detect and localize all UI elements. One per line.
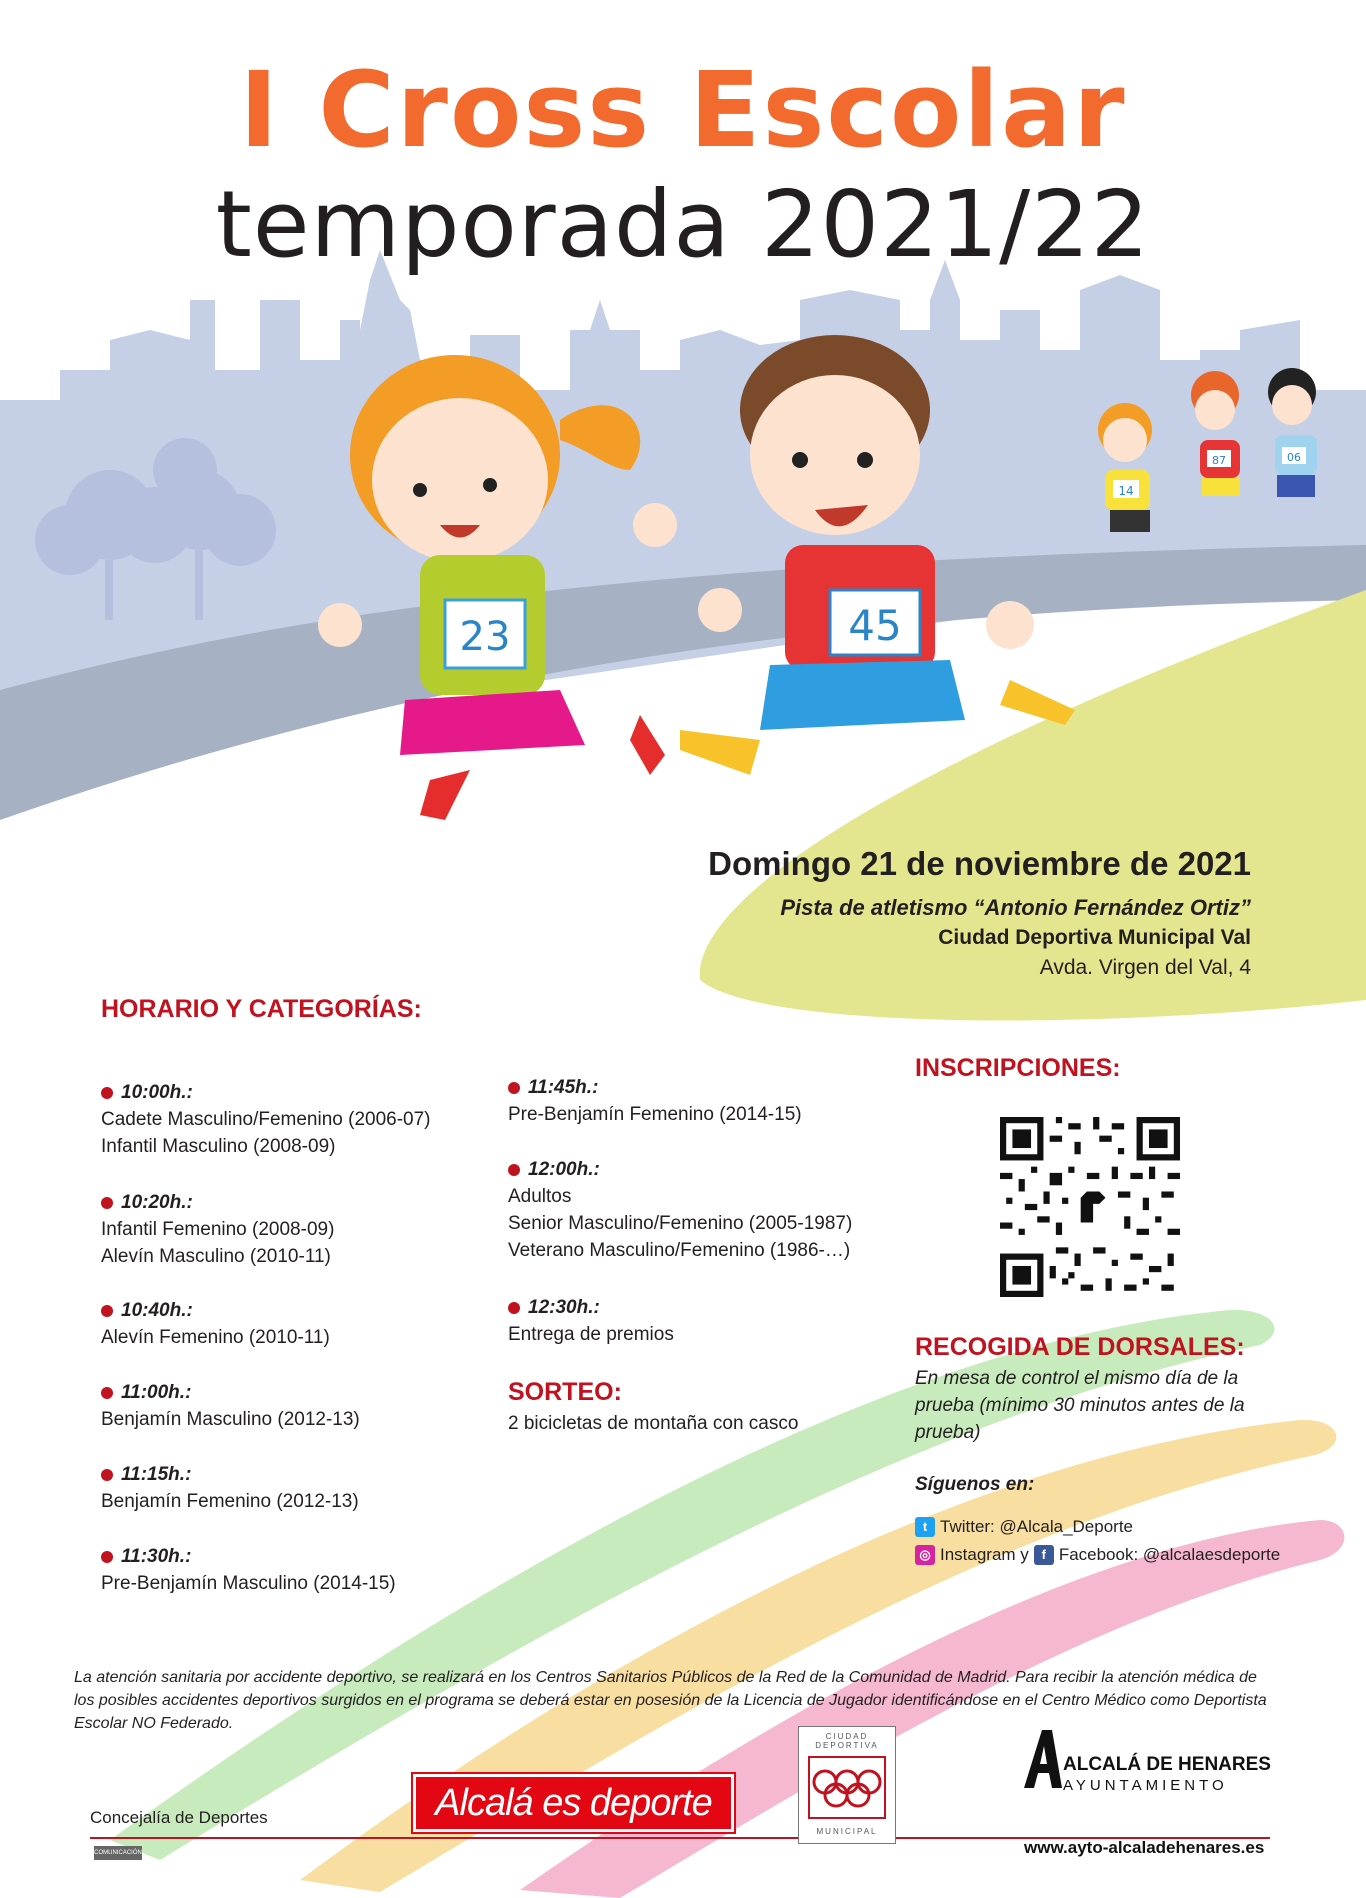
bib-bg-1: 14 — [1118, 484, 1134, 498]
bullet-dot-icon — [101, 1387, 113, 1399]
schedule-slot — [101, 1462, 521, 1515]
poster-title: I Cross Escolar — [239, 49, 1127, 171]
bib-bg-2: 87 — [1212, 454, 1226, 467]
slot-category: Entrega de premios — [508, 1324, 674, 1345]
bib-pickup-text: En mesa de control el mismo día de la prueba (mínimo 30 minutos antes de la prueba) — [915, 1368, 1245, 1443]
ayuntamiento-a-logo-icon — [1022, 1728, 1064, 1790]
ayuntamiento-label: AYUNTAMIENTO — [1063, 1777, 1228, 1794]
slot-time: 12:30h.: — [528, 1297, 600, 1318]
schedule-slot — [508, 1295, 928, 1348]
instagram-facebook-line[interactable] — [915, 1545, 1280, 1565]
slot-category: Infantil Masculino (2008-09) — [101, 1136, 336, 1157]
slot-category: Benjamín Femenino (2012-13) — [101, 1491, 359, 1512]
instagram-icon: ◎ — [915, 1545, 935, 1565]
ciudad-deportiva-logo — [798, 1726, 896, 1844]
bib-boy: 45 — [848, 601, 902, 650]
schedule-slot — [101, 1080, 521, 1160]
slot-category: Benjamín Masculino (2012-13) — [101, 1409, 360, 1430]
slot-time: 11:45h.: — [528, 1077, 599, 1098]
registration-qr-code[interactable] — [1000, 1117, 1180, 1297]
slot-time: 10:00h.: — [121, 1082, 193, 1103]
event-venue: Pista de atletismo “Antonio Fernández Ortiz” — [780, 895, 1251, 920]
slot-category: Cadete Masculino/Femenino (2006-07) — [101, 1109, 431, 1130]
slot-time: 10:40h.: — [121, 1300, 193, 1321]
bullet-dot-icon — [101, 1551, 113, 1563]
schedule-slot — [508, 1075, 928, 1128]
slot-time: 11:00h.: — [121, 1382, 192, 1403]
slot-category: Veterano Masculino/Femenino (1986-…) — [508, 1240, 851, 1261]
website-link[interactable]: www.ayto-alcaladehenares.es — [1024, 1838, 1265, 1857]
slot-category: Alevín Masculino (2010-11) — [101, 1246, 331, 1267]
slot-time: 11:15h.: — [121, 1464, 192, 1485]
alcala-es-deporte-logo: Alcalá es deporte — [413, 1774, 734, 1832]
registration-title: INSCRIPCIONES: — [915, 1054, 1121, 1082]
bullet-dot-icon — [101, 1087, 113, 1099]
event-address: Avda. Virgen del Val, 4 — [1039, 956, 1251, 979]
cd-logo-top-text: CIUDAD DEPORTIVA — [815, 1732, 879, 1750]
twitter-icon: t — [915, 1517, 935, 1537]
bullet-dot-icon — [101, 1305, 113, 1317]
facebook-icon: f — [1034, 1545, 1054, 1565]
twitter-line[interactable] — [915, 1517, 1133, 1537]
bib-girl: 23 — [459, 614, 511, 660]
schedule-slot — [101, 1190, 521, 1270]
bullet-dot-icon — [508, 1082, 520, 1094]
facebook-handle: Facebook: @alcalaesdeporte — [1058, 1545, 1281, 1564]
schedule-slot — [101, 1380, 521, 1433]
slot-category: Alevín Femenino (2010-11) — [101, 1327, 330, 1348]
schedule-slot — [508, 1157, 928, 1264]
slot-time: 10:20h.: — [121, 1192, 193, 1213]
slot-category: Senior Masculino/Femenino (2005-1987) — [508, 1213, 853, 1234]
comunicacion-logo: COMUNICACIÓN — [94, 1846, 142, 1860]
bullet-dot-icon — [101, 1469, 113, 1481]
bullet-dot-icon — [508, 1302, 520, 1314]
event-complex: Ciudad Deportiva Municipal Val — [938, 926, 1251, 949]
slot-category: Pre-Benjamín Masculino (2014-15) — [101, 1573, 396, 1594]
raffle-text: 2 bicicletas de montaña con casco — [508, 1413, 799, 1434]
slot-category: Pre-Benjamín Femenino (2014-15) — [508, 1104, 802, 1125]
cd-logo-bottom-text: MUNICIPAL — [816, 1827, 878, 1836]
bullet-dot-icon — [101, 1197, 113, 1209]
bib-bg-3: 06 — [1287, 451, 1301, 464]
medical-disclaimer: La atención sanitaria por accidente deportivo, se realizará en los Centros Sanitarios Públicos de la Red de la Comunidad de Madrid. Para recibir la atención médica de los posibles accidentes deportivos surgidos en el programa se deberá estar en posesión de la Licencia de Jugador identificándose en el Centro Médico como Deportista Escolar NO Federado. — [74, 1669, 1267, 1732]
concejalia-label: Concejalía de Deportes — [90, 1808, 268, 1827]
slot-time: 12:00h.: — [528, 1159, 600, 1180]
slot-time: 11:30h.: — [121, 1546, 192, 1567]
slot-category: Infantil Femenino (2008-09) — [101, 1219, 335, 1240]
slot-category: Adultos — [508, 1186, 572, 1207]
ayuntamiento-name: ALCALÁ DE HENARES — [1063, 1754, 1271, 1775]
bullet-dot-icon — [508, 1164, 520, 1176]
schedule-title: HORARIO Y CATEGORÍAS: — [101, 995, 422, 1023]
follow-label: Síguenos en: — [915, 1474, 1035, 1495]
schedule-slot — [101, 1298, 521, 1351]
olympic-rings-icon — [807, 1755, 887, 1820]
schedule-slot — [101, 1544, 521, 1597]
event-date: Domingo 21 de noviembre de 2021 — [708, 845, 1251, 882]
raffle-title: SORTEO: — [508, 1378, 622, 1406]
bib-pickup-title: RECOGIDA DE DORSALES: — [915, 1333, 1245, 1361]
instagram-label: Instagram y — [940, 1545, 1029, 1564]
twitter-handle: Twitter: @Alcala_Deporte — [940, 1517, 1134, 1536]
poster-subtitle: temporada 2021/22 — [215, 171, 1151, 278]
